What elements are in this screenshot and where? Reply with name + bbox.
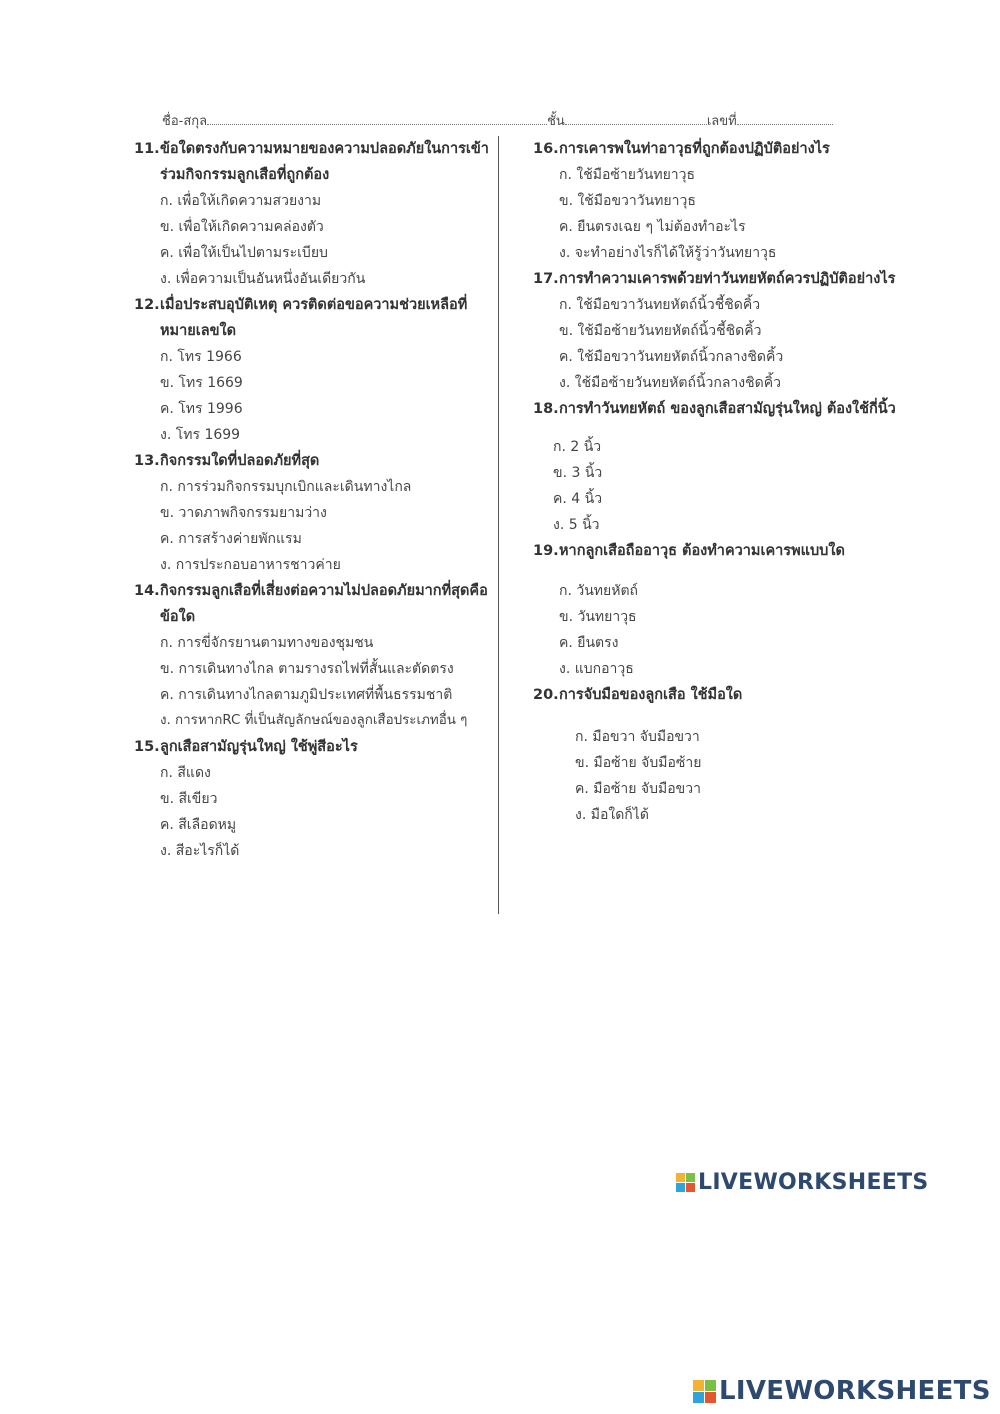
question-14 bbox=[134, 578, 494, 734]
option-item[interactable]: ก. ใช้มือขวาวันทยหัตถ์นิ้วชี้ชิดคิ้ว bbox=[559, 297, 761, 313]
class-blank[interactable] bbox=[565, 112, 707, 125]
option-item[interactable]: ค. มือซ้าย จับมือขวา bbox=[575, 781, 701, 797]
class-label: ชั้น bbox=[547, 114, 565, 129]
question-20 bbox=[533, 682, 953, 828]
option-item[interactable]: ค. การสร้างค่ายพักแรม bbox=[160, 531, 302, 547]
column-divider bbox=[498, 136, 499, 914]
option-item[interactable]: ง. เพื่อความเป็นอันหนึ่งอันเดียวกัน bbox=[160, 271, 366, 287]
option-item[interactable]: ข. เพื่อให้เกิดความคล่องตัว bbox=[160, 219, 324, 235]
option-item[interactable]: ค. โทร 1996 bbox=[160, 401, 243, 417]
logo-block bbox=[705, 1380, 716, 1391]
question-text: ข้อใดตรงกับความหมายของความปลอดภัยในการเข้าร่วมกิจกรรมลูกเสือที่ถูกต้อง bbox=[160, 141, 489, 183]
option-item[interactable]: ก. วันทยหัตถ์ bbox=[559, 583, 639, 599]
option-item[interactable]: ง. 5 นิ้ว bbox=[553, 517, 600, 533]
option-item[interactable]: ง. การหากRC ที่เป็นสัญลักษณ์ของลูกเสือประเภทอื่น ๆ bbox=[160, 713, 468, 728]
spacer bbox=[533, 422, 953, 434]
option-item[interactable]: ง. โทร 1699 bbox=[160, 427, 241, 443]
option-item[interactable]: ก. มือขวา จับมือขวา bbox=[575, 729, 700, 745]
question-number: 14. bbox=[134, 583, 160, 599]
question-number: 16. bbox=[533, 141, 559, 157]
question-number: 20. bbox=[533, 687, 559, 703]
option-item[interactable]: ข. มือซ้าย จับมือซ้าย bbox=[575, 755, 702, 771]
logo-blocks-icon bbox=[693, 1380, 716, 1403]
name-blank[interactable] bbox=[207, 112, 547, 125]
option-item[interactable]: ค. เพื่อให้เป็นไปตามระเบียบ bbox=[160, 245, 328, 261]
liveworksheets-logo-footer bbox=[693, 1376, 991, 1406]
question-17 bbox=[533, 266, 953, 396]
name-label: ชื่อ-สกุล bbox=[162, 114, 208, 129]
logo-text: LIVEWORKSHEETS bbox=[719, 1376, 991, 1406]
option-item[interactable]: ก. การขี่จักรยานตามทางของชุมชน bbox=[160, 635, 374, 651]
option-item[interactable]: ง. มือใดก็ได้ bbox=[575, 807, 649, 823]
spacer bbox=[533, 564, 953, 578]
logo-blocks-icon bbox=[676, 1173, 695, 1192]
left-column bbox=[134, 136, 494, 864]
question-11 bbox=[134, 136, 494, 292]
number-blank[interactable] bbox=[737, 112, 833, 125]
question-18 bbox=[533, 396, 953, 538]
number-label: เลขที่ bbox=[706, 114, 737, 129]
option-item[interactable]: ข. 3 นิ้ว bbox=[553, 465, 603, 481]
question-number: 18. bbox=[533, 401, 559, 417]
option-item[interactable]: ก. โทร 1966 bbox=[160, 349, 242, 365]
option-item[interactable]: ข. โทร 1669 bbox=[160, 375, 243, 391]
question-text: การทำวันทยหัตถ์ ของลูกเสือสามัญรุ่นใหญ่ ต้องใช้กี่นิ้ว bbox=[559, 401, 896, 417]
option-item[interactable]: ง. จะทำอย่างไรก็ได้ให้รู้ว่าวันทยาวุธ bbox=[559, 245, 777, 261]
option-item[interactable]: ข. สีเขียว bbox=[160, 791, 218, 807]
option-item[interactable]: ก. การร่วมกิจกรรมบุกเบิกและเดินทางไกล bbox=[160, 479, 412, 495]
option-item[interactable]: ข. วาดภาพกิจกรรมยามว่าง bbox=[160, 505, 327, 521]
option-item[interactable]: ค. การเดินทางไกลตามภูมิประเทศที่พื้นธรรมชาติ bbox=[160, 687, 453, 703]
logo-block bbox=[676, 1183, 685, 1192]
logo-block bbox=[676, 1173, 685, 1182]
logo-block bbox=[686, 1173, 695, 1182]
logo-block bbox=[693, 1380, 704, 1391]
option-item[interactable]: ง. สีอะไรก็ได้ bbox=[160, 843, 240, 859]
option-item[interactable]: ง. การประกอบอาหารชาวค่าย bbox=[160, 557, 341, 573]
option-item[interactable]: ก. ใช้มือซ้ายวันทยาวุธ bbox=[559, 167, 696, 183]
logo-block bbox=[686, 1183, 695, 1192]
question-text: เมื่อประสบอุบัติเหตุ ควรติดต่อขอความช่วยเหลือที่หมายเลขใด bbox=[160, 297, 468, 339]
question-text: กิจกรรมใดที่ปลอดภัยที่สุด bbox=[160, 453, 320, 469]
question-13 bbox=[134, 448, 494, 578]
question-12 bbox=[134, 292, 494, 448]
question-text: ลูกเสือสามัญรุ่นใหญ่ ใช้พู่สีอะไร bbox=[160, 739, 358, 755]
question-number: 11. bbox=[134, 141, 160, 157]
question-text: กิจกรรมลูกเสือที่เสี่ยงต่อความไม่ปลอดภัยมากที่สุดคือข้อใด bbox=[160, 583, 488, 625]
option-item[interactable]: ข. ใช้มือขวาวันทยาวุธ bbox=[559, 193, 696, 209]
question-number: 17. bbox=[533, 271, 559, 287]
option-item[interactable]: ข. การเดินทางไกล ตามรางรถไฟที่สั้นและตัดตรง bbox=[160, 661, 454, 677]
spacer bbox=[533, 708, 953, 724]
question-15 bbox=[134, 734, 494, 864]
question-number: 12. bbox=[134, 297, 160, 313]
liveworksheets-logo bbox=[676, 1170, 929, 1195]
question-text: หากลูกเสือถืออาวุธ ต้องทำความเคารพแบบใด bbox=[559, 543, 845, 559]
option-item[interactable]: ก. 2 นิ้ว bbox=[553, 439, 602, 455]
option-item[interactable]: ง. แบกอาวุธ bbox=[559, 661, 634, 677]
question-number: 19. bbox=[533, 543, 559, 559]
question-number: 13. bbox=[134, 453, 160, 469]
logo-block bbox=[693, 1392, 704, 1403]
question-19 bbox=[533, 538, 953, 682]
option-item[interactable]: ค. ใช้มือขวาวันทยหัตถ์นิ้วกลางชิดคิ้ว bbox=[559, 349, 784, 365]
logo-block bbox=[705, 1392, 716, 1403]
option-item[interactable]: ข. วันทยาวุธ bbox=[559, 609, 637, 625]
option-item[interactable]: ก. สีแดง bbox=[160, 765, 211, 781]
option-item[interactable]: ค. ยืนตรงเฉย ๆ ไม่ต้องทำอะไร bbox=[559, 219, 746, 235]
option-item[interactable]: ค. 4 นิ้ว bbox=[553, 491, 603, 507]
logo-text: LIVEWORKSHEETS bbox=[698, 1170, 929, 1195]
right-column bbox=[533, 136, 953, 828]
question-number: 15. bbox=[134, 739, 160, 755]
option-item[interactable]: ก. เพื่อให้เกิดความสวยงาม bbox=[160, 193, 322, 209]
question-16 bbox=[533, 136, 953, 266]
option-item[interactable]: ค. สีเลือดหมู bbox=[160, 817, 237, 833]
option-item[interactable]: ง. ใช้มือซ้ายวันทยหัตถ์นิ้วกลางชิดคิ้ว bbox=[559, 375, 781, 391]
question-text: การทำความเคารพด้วยท่าวันทยหัตถ์ควรปฏิบัติอย่างไร bbox=[559, 271, 896, 287]
student-info-line bbox=[162, 110, 842, 131]
option-item[interactable]: ข. ใช้มือซ้ายวันทยหัตถ์นิ้วชี้ชิดคิ้ว bbox=[559, 323, 762, 339]
question-text: การเคารพในท่าอาวุธที่ถูกต้องปฏิบัติอย่างไร bbox=[559, 141, 830, 157]
option-item[interactable]: ค. ยืนตรง bbox=[559, 635, 619, 651]
question-text: การจับมือของลูกเสือ ใช้มือใด bbox=[559, 687, 743, 703]
